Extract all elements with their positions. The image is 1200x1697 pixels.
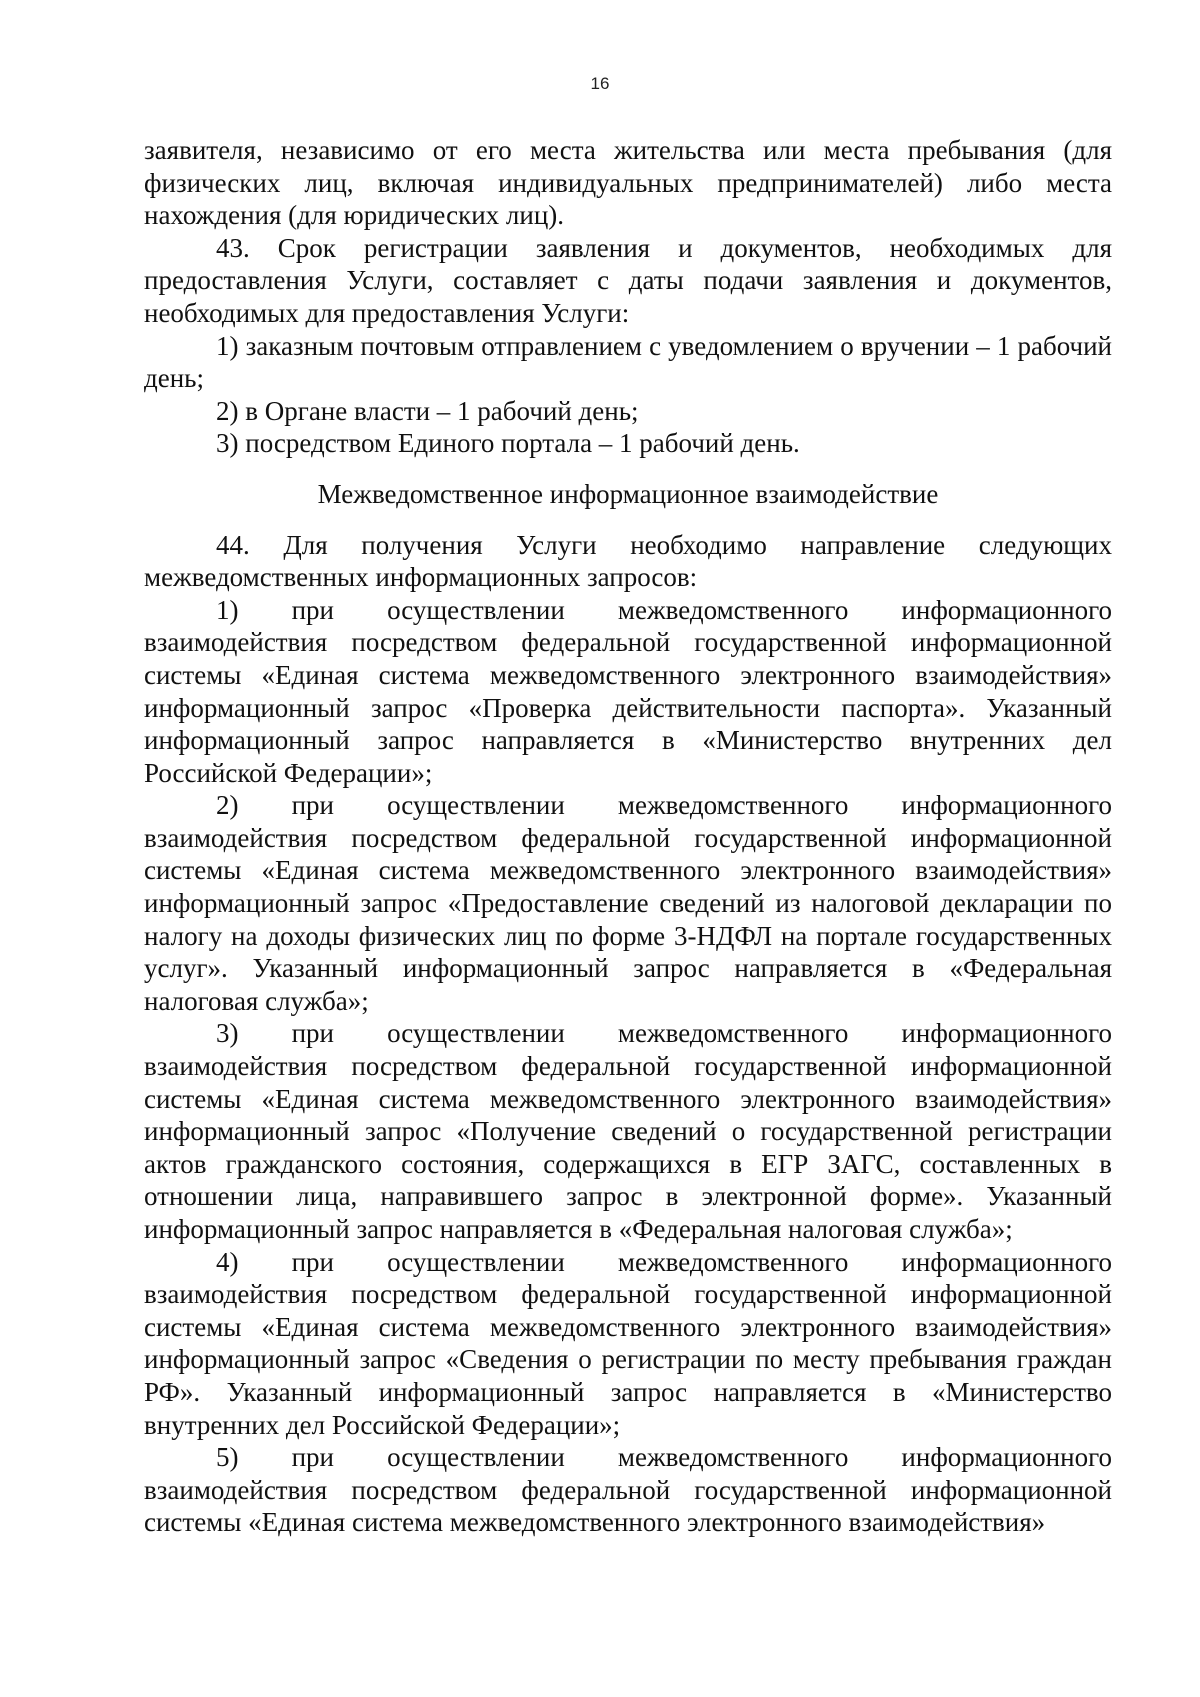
paragraph-44-item-1: 1) при осуществлении межведомственного информационного взаимодействия посредством федеральной государственной информационной системы «Единая система межведомственного электронного взаимодействия» информационный запрос «Проверка действительности паспорта». Указанный информационный запрос направляется в «Министерство внутренних дел Российской Федерации»; bbox=[144, 594, 1112, 788]
paragraph-44-item-2: 2) при осуществлении межведомственного информационного взаимодействия посредством федеральной государственной информационной системы «Единая система межведомственного электронного взаимодействия» информационный запрос «Предоставление сведений из налоговой декларации по налогу на доходы физических лиц по форме 3-НДФЛ на портале государственных услуг». Указанный информационный запрос направляется в «Федеральная налоговая служба»; bbox=[144, 790, 1112, 1016]
paragraph-43-item-3: 3) посредством Единого портала – 1 рабочий день. bbox=[216, 428, 800, 459]
paragraph-43: 43. Срок регистрации заявления и документов, необходимых для предоставления Услуги, составляет с даты подачи заявления и документов, необходимых для предоставления Услуги: bbox=[144, 232, 1112, 328]
document-body bbox=[144, 134, 1112, 1539]
paragraph-44-item-4: 4) при осуществлении межведомственного информационного взаимодействия посредством федеральной государственной информационной системы «Единая система межведомственного электронного взаимодействия» информационный запрос «Сведения о регистрации по месту пребывания граждан РФ». Указанный информационный запрос направляется в «Министерство внутренних дел Российской Федерации»; bbox=[144, 1246, 1112, 1440]
page-number: 16 bbox=[590, 74, 610, 93]
paragraph-continuation: заявителя, независимо от его места жительства или места пребывания (для физических лиц, включая индивидуальных предпринимателей) либо места нахождения (для юридических лиц). bbox=[144, 135, 1112, 231]
paragraph-43-item-1: 1) заказным почтовым отправлением с уведомлением о вручении – 1 рабочий день; bbox=[144, 330, 1112, 394]
paragraph-44: 44. Для получения Услуги необходимо направление следующих межведомственных информационных запросов: bbox=[144, 529, 1112, 593]
paragraph-43-item-2: 2) в Органе власти – 1 рабочий день; bbox=[216, 395, 639, 426]
paragraph-44-item-5: 5) при осуществлении межведомственного информационного взаимодействия посредством федеральной государственной информационной системы «Единая система межведомственного электронного взаимодействия» bbox=[144, 1442, 1112, 1538]
paragraph-44-item-3: 3) при осуществлении межведомственного информационного взаимодействия посредством федеральной государственной информационной системы «Единая система межведомственного электронного взаимодействия» информационный запрос «Получение сведений о государственной регистрации актов гражданского состояния, содержащихся в ЕГР ЗАГС, составленных в отношении лица, направившего запрос в электронной форме». Указанный информационный запрос направляется в «Федеральная налоговая служба»; bbox=[144, 1018, 1112, 1244]
section-heading: Межведомственное информационное взаимодействие bbox=[317, 478, 939, 509]
